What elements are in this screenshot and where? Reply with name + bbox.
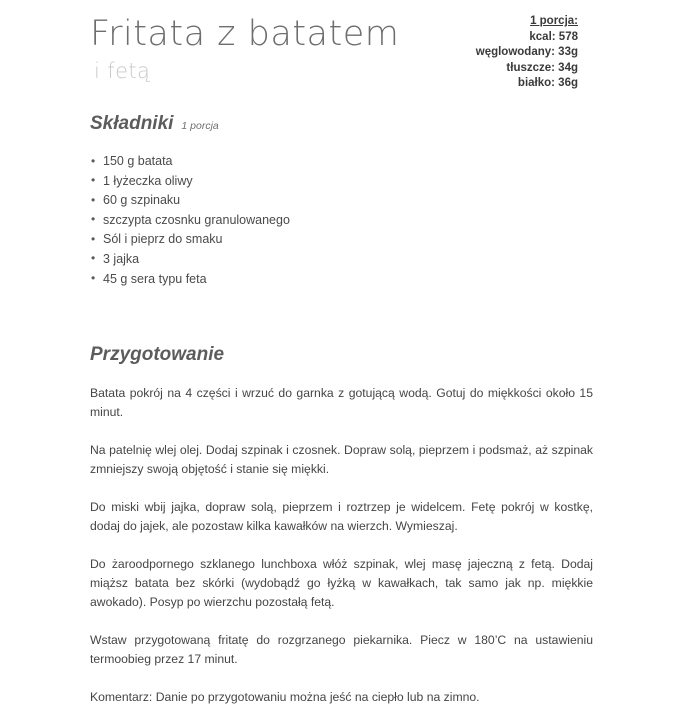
title-block	[90, 14, 460, 84]
nutrition-serving-label: 1 porcja:	[530, 15, 578, 27]
preparation-comment: Komentarz: Danie po przygotowaniu można jeść na ciepło lub na zimno.	[90, 690, 480, 704]
preparation-step: Wstaw przygotowaną fritatę do rozgrzanego piekarnika. Piecz w 180’C na ustawieniu termoobieg przez 17 minut.	[90, 633, 593, 666]
document-header	[0, 0, 680, 108]
nutrition-fat: tłuszcze: 34g	[506, 61, 578, 74]
preparation-step: Batata pokrój na 4 części i wrzuć do garnka z gotującą wodą. Gotuj do miękkości około 15 minut.	[90, 386, 593, 419]
ingredients-heading: Składniki	[90, 113, 174, 134]
nutrition-protein: białko: 36g	[517, 77, 578, 89]
list-item: • szczypta czosnku granulowanego	[90, 211, 592, 231]
list-item: • 60 g szpinaku	[90, 191, 592, 211]
page-subtitle: i fetą	[94, 59, 151, 83]
preparation-section	[90, 343, 593, 707]
list-item: • 1 łyżeczka oliwy	[90, 172, 592, 192]
preparation-step: Na patelnię wlej olej. Dodaj szpinak i czosnek. Dopraw solą, pieprzem i podsmaż, aż szpinak zmniejszy swoją objętość i stanie się miękki.	[90, 443, 593, 476]
list-item: • 150 g batata	[90, 152, 592, 172]
preparation-step: Do żaroodpornego szklanego lunchboxa włóż szpinak, wlej masę jajeczną z fetą. Dodaj miąższ batata bez skórki (wydobądź go łyżką w kawałkach, tak samo jak np. miękkie awokado). Posyp po wierzchu pozostałą fetą.	[90, 557, 593, 609]
page-title: Fritata z batatem	[90, 14, 400, 54]
nutrition-carbs: węglowodany: 33g	[475, 46, 578, 58]
list-item: • 45 g sera typu feta	[90, 270, 592, 290]
list-item: • 3 jajka	[90, 250, 592, 270]
ingredients-section	[90, 112, 592, 289]
preparation-step: Do miski wbij jajka, dopraw solą, pieprzem i roztrzep je widelcem. Fetę pokrój w kostkę, dodaj do jajek, ale pozostaw kilka kawałków na wierzch. Wymieszaj.	[90, 500, 593, 533]
ingredients-list	[90, 152, 592, 289]
ingredients-serving-note: 1 porcja	[181, 120, 219, 132]
preparation-heading: Przygotowanie	[90, 344, 225, 365]
nutrition-summary	[476, 14, 578, 92]
preparation-steps	[90, 384, 593, 707]
nutrition-kcal: kcal: 578	[529, 30, 578, 43]
list-item: • Sól i pieprz do smaku	[90, 230, 592, 250]
